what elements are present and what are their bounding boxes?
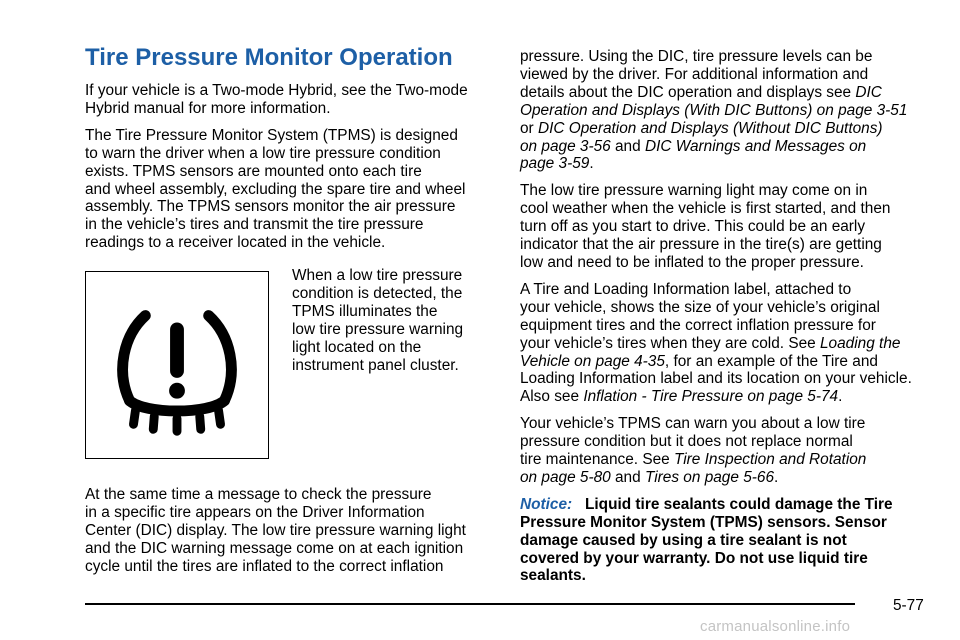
text: details about the DIC operation and displays see bbox=[520, 83, 856, 101]
cross-reference-link[interactable]: DIC Warnings and Messages on bbox=[644, 137, 867, 155]
text-line: exists. TPMS sensors are mounted onto each tire bbox=[85, 162, 422, 180]
notice-block bbox=[520, 496, 940, 586]
text-line: The low tire pressure warning light may come on in bbox=[520, 182, 868, 200]
cross-reference-link[interactable]: Operation and Displays (With DIC Buttons) on page 3-51 bbox=[520, 101, 908, 119]
text-line bbox=[520, 496, 940, 514]
text-line: instrument panel cluster. bbox=[292, 356, 459, 374]
text-line bbox=[520, 155, 940, 173]
text-line: pressure condition but it does not replace normal bbox=[520, 433, 853, 451]
text: Also see bbox=[520, 388, 584, 406]
text-line: Loading Information label and its location on your vehicle. bbox=[520, 370, 912, 388]
text-line: readings to a receiver located in the vehicle. bbox=[85, 234, 386, 252]
tire-pressure-warning-icon bbox=[85, 271, 269, 459]
text-line: in the vehicle’s tires and transmit the tire pressure bbox=[85, 216, 424, 234]
left-column bbox=[85, 82, 495, 261]
page-title: Tire Pressure Monitor Operation bbox=[85, 44, 453, 71]
text-line: When a low tire pressure bbox=[292, 267, 463, 284]
paragraph-dic-reference bbox=[520, 48, 940, 173]
text-line: to warn the driver when a low tire pressure condition bbox=[85, 144, 441, 162]
paragraph-tpms-description bbox=[85, 127, 495, 252]
text-line: If your vehicle is a Two-mode Hybrid, see the Two-mode bbox=[85, 82, 468, 99]
notice-text: covered by your warranty. Do not use liquid tire bbox=[520, 549, 868, 567]
text-line bbox=[520, 388, 940, 406]
text-line: Center (DIC) display. The low tire pressure warning light bbox=[85, 521, 466, 539]
icon-caption bbox=[292, 267, 492, 374]
text: tire maintenance. See bbox=[520, 451, 674, 469]
tire-pressure-warning-icon-graphic bbox=[86, 272, 268, 458]
cross-reference-link[interactable]: Inflation - Tire Pressure on page 5-74 bbox=[583, 388, 839, 406]
text-line: cool weather when the vehicle is first started, and then bbox=[520, 200, 891, 218]
text: , for an example of the Tire and bbox=[664, 352, 878, 370]
cross-reference-link[interactable]: Vehicle on page 4-35 bbox=[520, 352, 665, 370]
text: or bbox=[520, 119, 538, 137]
text-line: pressure. Using the DIC, tire pressure levels can be bbox=[520, 48, 873, 65]
paragraph-cool-weather bbox=[520, 182, 940, 272]
notice-text: damage caused by using a tire sealant is not bbox=[520, 531, 847, 549]
cross-reference-link[interactable]: on page 5-80 bbox=[520, 468, 611, 486]
right-column bbox=[520, 48, 940, 594]
notice-text: Liquid tire sealants could damage the Tire bbox=[585, 495, 893, 513]
text-line: viewed by the driver. For additional information and bbox=[520, 65, 869, 83]
text-line: TPMS illuminates the bbox=[292, 302, 438, 320]
cross-reference-link[interactable]: DIC Operation and Displays (Without DIC Buttons) bbox=[537, 119, 883, 137]
text-line: cycle until the tires are inflated to the correct inflation bbox=[85, 557, 444, 575]
text-line: indicator that the air pressure in the tire(s) are getting bbox=[520, 236, 882, 254]
text-line bbox=[520, 120, 940, 138]
text: . bbox=[589, 155, 594, 173]
text: and bbox=[610, 468, 645, 486]
paragraph-maintenance bbox=[520, 415, 940, 487]
text-line: Hybrid manual for more information. bbox=[85, 99, 331, 117]
text-line: turn off as you start to drive. This could be an early bbox=[520, 218, 866, 236]
text-line: At the same time a message to check the pressure bbox=[85, 486, 432, 503]
text: your vehicle’s tires when they are cold. See bbox=[520, 334, 820, 352]
text-line: and wheel assembly, excluding the spare tire and wheel bbox=[85, 180, 466, 198]
text-line: A Tire and Loading Information label, attached to bbox=[520, 280, 852, 298]
notice-label: Notice: bbox=[520, 495, 573, 513]
cross-reference-link[interactable]: Loading the bbox=[820, 334, 901, 352]
footer-rule bbox=[85, 603, 855, 605]
text-line: Your vehicle’s TPMS can warn you about a low tire bbox=[520, 415, 866, 433]
text-line: equipment tires and the correct inflation pressure for bbox=[520, 316, 876, 334]
notice-text: Pressure Monitor System (TPMS) sensors. Sensor bbox=[520, 513, 887, 531]
notice-text: sealants. bbox=[520, 567, 586, 585]
cross-reference-link[interactable]: Tire Inspection and Rotation bbox=[674, 451, 867, 469]
watermark: carmanualsonline.info bbox=[700, 618, 851, 635]
text: . bbox=[774, 468, 779, 486]
text-line: The Tire Pressure Monitor System (TPMS) is designed bbox=[85, 126, 458, 144]
paragraph-loading-label bbox=[520, 281, 940, 406]
text-line: your vehicle, shows the size of your vehicle’s original bbox=[520, 298, 880, 316]
cross-reference-link[interactable]: page 3-59 bbox=[520, 155, 590, 173]
text-line bbox=[520, 84, 940, 102]
paragraph-hybrid-note bbox=[85, 82, 495, 118]
cross-reference-link[interactable]: Tires on page 5-66 bbox=[644, 468, 775, 486]
text-line: light located on the bbox=[292, 338, 422, 356]
text-line: in a specific tire appears on the Driver Information bbox=[85, 503, 425, 521]
text-line: and the DIC warning message come on at each ignition bbox=[85, 539, 464, 557]
text-line: low and need to be inflated to the proper pressure. bbox=[520, 253, 864, 271]
text: . bbox=[838, 388, 843, 406]
paragraph-dic-message bbox=[85, 486, 495, 576]
text-line bbox=[520, 469, 940, 487]
page-number: 5-77 bbox=[893, 597, 924, 614]
text-line bbox=[520, 451, 940, 469]
text-line bbox=[520, 353, 940, 371]
text-line: assembly. The TPMS sensors monitor the air pressure bbox=[85, 198, 456, 216]
text-line bbox=[520, 138, 940, 156]
cross-reference-link[interactable]: on page 3-56 bbox=[520, 137, 611, 155]
text-line: condition is detected, the bbox=[292, 284, 463, 302]
text: and bbox=[610, 137, 645, 155]
text-line bbox=[520, 335, 940, 353]
cross-reference-link[interactable]: DIC bbox=[855, 83, 882, 101]
text-line: low tire pressure warning bbox=[292, 320, 464, 338]
